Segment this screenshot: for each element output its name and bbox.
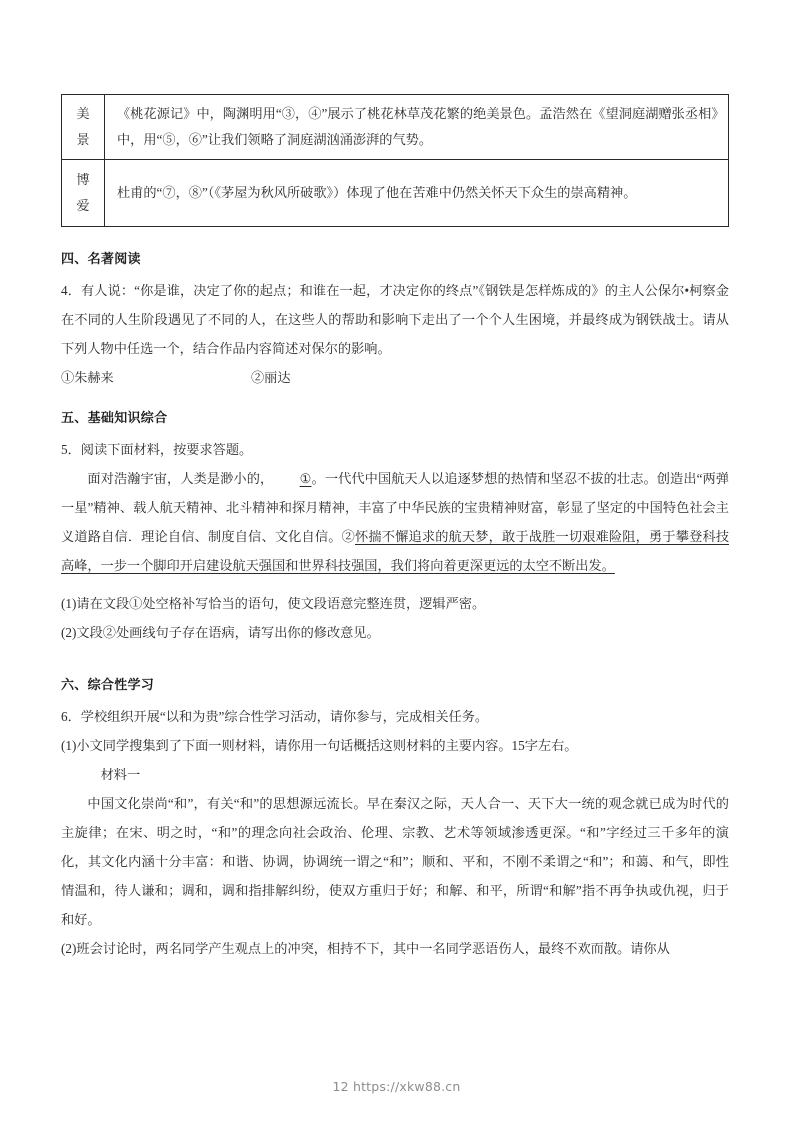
marker-two: ②: [341, 529, 356, 544]
page-footer-watermark: 12 https://xkw88.cn: [332, 1079, 461, 1094]
option-item-2: ②丽达: [251, 370, 291, 385]
question-6-task-1: (1)小文同学搜集到了下面一则材料，请你用一句话概括这则材料的主要内容。15字左右。: [61, 738, 578, 753]
spacer: [61, 267, 729, 276]
section-heading-six: 六、综合性学习: [61, 678, 155, 693]
material-label: 材料一: [100, 767, 141, 782]
question-5-text: 5．阅读下面材料，按要求答题。: [61, 442, 253, 457]
option-item-1: ①朱赫来: [61, 370, 114, 385]
table-cell-category: [62, 95, 105, 160]
fill-blank-1[interactable]: ①: [299, 471, 312, 486]
page-content: [61, 94, 729, 963]
question-4-options: [61, 363, 729, 392]
category-label-beauty: 美景: [76, 106, 90, 147]
question-4-text: 4．有人说：“你是谁，决定了你的起点；和谁在一起，才决定你的终点”《钢铁是怎样炼成的》的主人公保尔•柯察金在不同的人生阶段遇见了不同的人，在这些人的帮助和影响下走出了一个个人生困境，并最终成为钢铁战士。请从下列人物中任选一个，结合作品内容简述对保尔的影响。: [61, 283, 729, 356]
question-6-task-2: (2)班会讨论时，两名同学产生观点上的冲突，相持不下，其中一名同学恶语伤人，最终不欢而散。请你从: [61, 941, 670, 956]
question-6-text: 6．学校组织开展“以和为贵”综合性学习活动，请你参与，完成相关任务。: [61, 709, 489, 724]
material-text-part-2: 。一代代中国航天人以追逐梦想的热情和坚忍不拔的壮志。创造出“两弹一星”精神、载人航天精神、北斗精神和探月精神，丰富了中华民族的宝贵精神财富，彰显了坚定的中国特色社会主义道路自信．理论自信、制度自信、文化自信。: [61, 471, 729, 544]
section-heading-five: 五、基础知识综合: [61, 411, 168, 426]
table-cell-category: [62, 160, 105, 227]
question-5-task-1: (1)请在文段①处空格补写恰当的语句，使文段语意完整连贯，逻辑严密。: [61, 596, 486, 611]
table-row: [62, 160, 729, 227]
underlined-sentence: 怀揣不懈追求的航天梦，敢于战胜一切艰难险阻，勇于攀登科技高峰，一步一个脚印开启建设航天强国和世界科技强国，我们将向着更深更远的太空不断出发。: [61, 529, 730, 573]
section-heading-four: 四、名著阅读: [61, 252, 141, 267]
spacer: [61, 426, 729, 435]
material-text-part-1: 面对浩瀚宇宙，人类是渺小的，: [87, 471, 274, 486]
table-cell-content: 杜甫的“⑦，⑧”（《茅屋为秋风所破歌》）体现了他在苦难中仍然关怀天下众生的崇高精神。: [105, 160, 729, 227]
question-5-material: [61, 464, 729, 580]
spacer: [61, 647, 729, 674]
question-5-task-2: (2)文段②处画线句子存在语病，请写出你的修改意见。: [61, 625, 380, 640]
material-one-text: 中国文化崇尚“和”，有关“和”的思想源远流长。早在秦汉之际，天人合一、天下大一统的观念就已成为时代的主旋律；在宋、明之时，“和”的理念向社会政治、伦理、宗教、艺术等领域渗透更深。“和”字经过三千多年的演化，其文化内涵十分丰富：和谐、协调，协调统一谓之“和”；顺和、平和，不刚不柔谓之“和”；和蔼、和气，即性情温和，待人谦和；调和，调和指排解纠纷，使双方重归于好；和解、和平，所谓“和解”指不再争执或仇视，归于和好。: [61, 796, 729, 927]
table-cell-content: 《桃花源记》中，陶渊明用“③，④”展示了桃花林草茂花繁的绝美景色。孟浩然在《望洞庭湖赠张丞相》中，用“⑤，⑥”让我们领略了洞庭湖汹涌澎湃的气势。: [105, 95, 729, 160]
poem-reference-table: [61, 94, 729, 227]
table-row: [62, 95, 729, 160]
spacer: [61, 392, 729, 407]
category-label-love: 博爱: [76, 172, 90, 213]
spacer: [61, 580, 729, 589]
spacer: [61, 227, 729, 248]
spacer: [61, 693, 729, 702]
